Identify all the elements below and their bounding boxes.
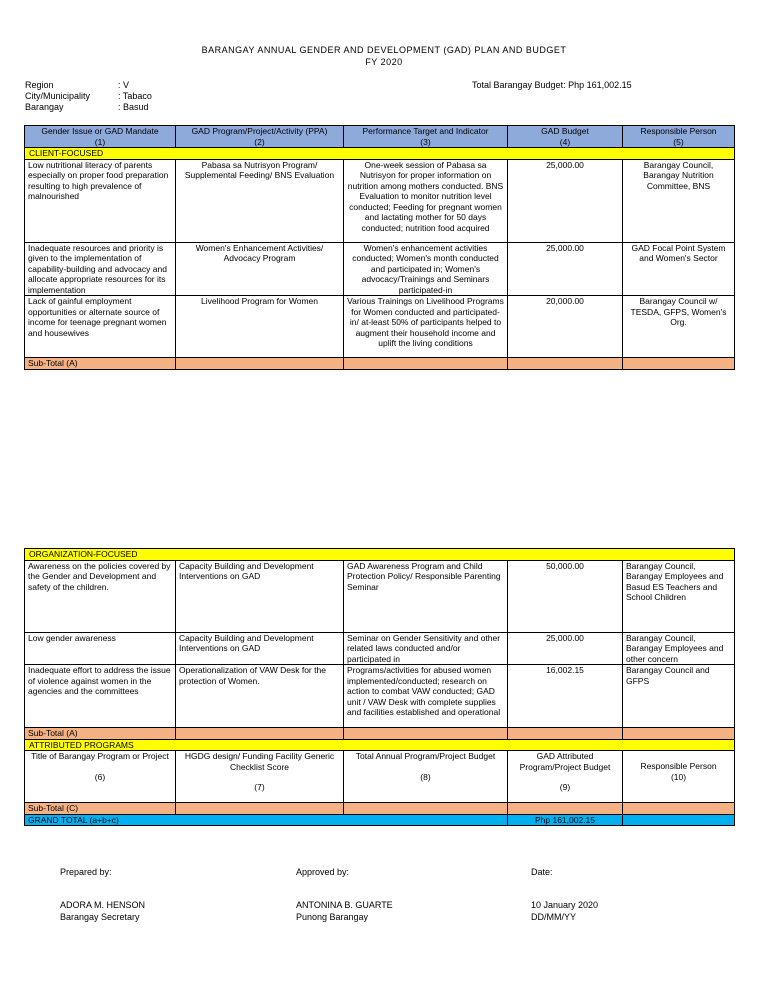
header-cell: GAD Budget (4) [508, 126, 623, 148]
prepared-by-name: ADORA M. HENSON [60, 900, 146, 910]
gender-issue-cell: Inadequate resources and priority is given to the implementation of capability-building and advocacy and allocate appropriate resources for its implementation [25, 242, 176, 296]
attributed-header-row [25, 751, 735, 803]
target-cell: Various Trainings on Livelihood Programs for Women conducted and participated-in/ at-least 50% of participants helped to augment their household income and uplift the living conditions [344, 296, 508, 358]
grand-total-label: GRAND TOTAL (a+b+c) [25, 814, 508, 826]
responsible-cell: Barangay Council and GFPS [623, 665, 735, 728]
header-cell: Performance Target and Indicator (3) [344, 126, 508, 148]
ppa-cell: Pabasa sa Nutrisyon Program/ Supplemental Feeding/ BNS Evaluation [176, 159, 344, 242]
grand-total-row [25, 814, 735, 826]
responsible-cell: GAD Focal Point System and Women's Sector [623, 242, 735, 296]
target-cell: Programs/activities for abused women implemented/conducted; research on action to combat VAW conducted; GAD unit / VAW Desk with complete supplies and facilities established and operational [344, 665, 508, 728]
city-label: City/Municipality [25, 91, 91, 101]
attributed-programs-label: ATTRIBUTED PROGRAMS [25, 739, 735, 751]
ppa-cell: Livelihood Program for Women [176, 296, 344, 358]
attributed-header-cell: Title of Barangay Program or Project (6) [25, 751, 176, 803]
target-cell: One-week session of Pabasa sa Nutrisyon for proper information on nutrition among mothers conducted. BNS Evaluation to monitor nutrition level conducted; Feeding for pregnant women and lactating mother for 50 days conducted; nutrition food acquired [344, 159, 508, 242]
table-row [25, 296, 735, 358]
organization-focused-label: ORGANIZATION-FOCUSED [25, 549, 735, 561]
grand-total-value: Php 161,002.15 [508, 814, 623, 826]
header-cell: GAD Program/Project/Activity (PPA) (2) [176, 126, 344, 148]
gender-issue-cell: Low nutritional literacy of parents especially on proper food preparation resulting to high prevalence of malnourished [25, 159, 176, 242]
budget-cell: 25,000.00 [508, 632, 623, 665]
approved-by-name: ANTONINA B. GUARTE [296, 900, 393, 910]
ppa-cell: Capacity Building and Development Interventions on GAD [176, 560, 344, 632]
client-focused-table [24, 125, 735, 370]
table-row [25, 560, 735, 632]
region-value: : V [118, 80, 130, 90]
gender-issue-cell: Inadequate effort to address the issue of violence against women in the agencies and the committees [25, 665, 176, 728]
subtotal-label: Sub-Total (C) [25, 803, 176, 815]
prepared-by-label: Prepared by: [60, 867, 112, 877]
attributed-header-cell: GAD Attributed Program/Project Budget (9) [508, 751, 623, 803]
barangay-label: Barangay [25, 102, 64, 112]
table-row [25, 159, 735, 242]
table-row [25, 242, 735, 296]
client-focused-label: CLIENT-FOCUSED [25, 148, 735, 160]
target-cell: Seminar on Gender Sensitivity and other related laws conducted and/or participated in [344, 632, 508, 665]
attributed-header-cell: HGDG design/ Funding Facility Generic Checklist Score (7) [176, 751, 344, 803]
responsible-cell: Barangay Council, Barangay Nutrition Committee, BNS [623, 159, 735, 242]
ppa-cell: Capacity Building and Development Interventions on GAD [176, 632, 344, 665]
gender-issue-cell: Low gender awareness [25, 632, 176, 665]
subtotal-row [25, 728, 735, 740]
subtotal-row [25, 358, 735, 370]
attributed-header-cell: Total Annual Program/Project Budget (8) [344, 751, 508, 803]
document-title: BARANGAY ANNUAL GENDER AND DEVELOPMENT (GAD) PLAN AND BUDGET [201, 45, 567, 55]
barangay-value: : Basud [118, 102, 149, 112]
attributed-header-cell: Responsible Person (10) [623, 751, 735, 803]
table-header-row [25, 126, 735, 148]
city-value: : Tabaco [118, 91, 152, 101]
budget-cell: 16,002.15 [508, 665, 623, 728]
approved-by-title: Punong Barangay [296, 912, 369, 922]
budget-cell: 25,000.00 [508, 242, 623, 296]
subtotal-label: Sub-Total (A) [25, 358, 176, 370]
region-label: Region [25, 80, 54, 90]
prepared-by-title: Barangay Secretary [60, 912, 140, 922]
budget-cell: 50,000.00 [508, 560, 623, 632]
header-cell: Gender Issue or GAD Mandate (1) [25, 126, 176, 148]
approved-by-label: Approved by: [296, 867, 350, 877]
budget-cell: 20,000.00 [508, 296, 623, 358]
responsible-cell: Barangay Council, Barangay Employees and other concern [623, 632, 735, 665]
fiscal-year: FY 2020 [365, 57, 403, 67]
budget-cell: 25,000.00 [508, 159, 623, 242]
header-cell: Responsible Person (5) [623, 126, 735, 148]
subtotal-label: Sub-Total (A) [25, 728, 176, 740]
date-format: DD/MM/YY [531, 912, 576, 922]
ppa-cell: Operationalization of VAW Desk for the protection of Women. [176, 665, 344, 728]
subtotal-row [25, 803, 735, 815]
gender-issue-cell: Lack of gainful employment opportunities or alternate source of income for teenage pregnant women and housewives [25, 296, 176, 358]
responsible-cell: Barangay Council, Barangay Employees and Basud ES Teachers and School Children [623, 560, 735, 632]
responsible-cell: Barangay Council w/ TESDA, GFPS, Women's Org. [623, 296, 735, 358]
table-row [25, 632, 735, 665]
date-label: Date: [531, 867, 553, 877]
target-cell: Women's enhancement activities conducted; Women's month conducted and participated in; Women's advocacy/Trainings and Seminars participated-in [344, 242, 508, 296]
target-cell: GAD Awareness Program and Child Protection Policy/ Responsible Parenting Seminar [344, 560, 508, 632]
organization-focused-table [24, 548, 735, 826]
date-value: 10 January 2020 [531, 900, 599, 910]
ppa-cell: Women's Enhancement Activities/ Advocacy Program [176, 242, 344, 296]
total-barangay-budget: Total Barangay Budget: Php 161,002.15 [472, 80, 632, 90]
gender-issue-cell: Awareness on the policies covered by the Gender and Development and safety of the children. [25, 560, 176, 632]
table-row [25, 665, 735, 728]
